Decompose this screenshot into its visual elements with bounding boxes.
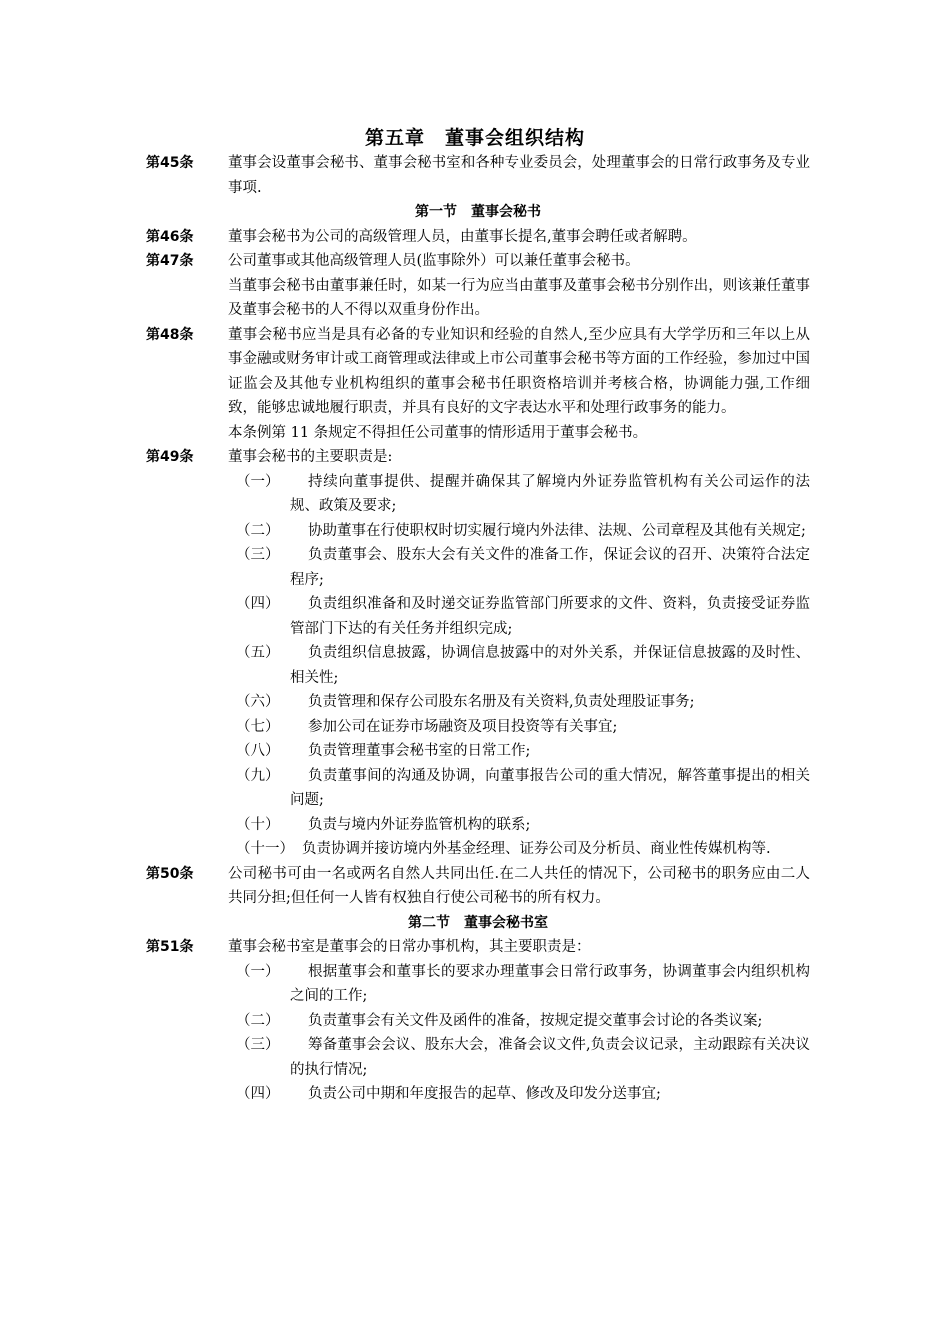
list-item-label: （一）	[236, 473, 280, 490]
article-47	[146, 249, 810, 274]
article-text: 公司董事或其他高级管理人员(监事除外）可以兼任董事会秘书。	[228, 253, 640, 269]
list-item-label: （九）	[236, 767, 280, 784]
list-item	[236, 739, 810, 764]
article-text: 董事会秘书的主要职责是:	[228, 449, 393, 465]
list-item-text: 负责董事会、股东大会有关文件的准备工作，保证会议的召开、决策符合法定程序;	[290, 547, 810, 588]
article-label: 第47条	[146, 253, 194, 269]
list-item-text: 协助董事在行使职权时切实履行境内外法律、法规、公司章程及其他有关规定;	[308, 522, 806, 539]
list-item-label: （五）	[236, 645, 280, 661]
article-label: 第48条	[146, 326, 194, 343]
list-item-label: （十）	[236, 816, 280, 833]
list-item-label: （一）	[236, 963, 280, 980]
article-text: 董事会秘书为公司的高级管理人员，由董事长提名,董事会聘任或者解聘。	[228, 228, 697, 245]
article-45	[146, 151, 810, 200]
list-item-label: （八）	[236, 743, 280, 759]
article-text: 董事会秘书应当是具有必备的专业知识和经验的自然人,至少应具有大学学历和三年以上从事金融或财务审计或工商管理或法律或上市公司董事会秘书等方面的工作经验，参加过中国证监会及其他专业机构组织的董事会秘书任职资格培训并考核合格，协调能力强,工作细致，能够忠诚地履行职责，并具有良好的文字表达水平和处理行政事务的能力。	[228, 326, 810, 416]
section-title-2: 第二节 董事会秘书室	[408, 914, 548, 931]
article-paragraph: 当董事会秘书由董事兼任时，如某一行为应当由董事及董事会秘书分别作出，则该兼任董事及董事会秘书的人不得以双重身份作出。	[228, 277, 810, 318]
list-item-text: 负责董事会有关文件及函件的准备，按规定提交董事会讨论的各类议案;	[308, 1012, 763, 1029]
article-48	[146, 323, 810, 421]
list-item	[236, 543, 810, 592]
list-item	[236, 813, 810, 838]
list-item-text: 负责组织准备和及时递交证券监管部门所要求的文件、资料，负责接受证券监管部门下达的有关任务并组织完成;	[290, 596, 810, 637]
list-item	[236, 690, 810, 715]
list-item-label: （二）	[236, 522, 280, 539]
article-label: 第50条	[146, 865, 194, 882]
article-text: 公司秘书可由一名或两名自然人共同出任.在二人共任的情况下，公司秘书的职务应由二人共同分担;但任何一人皆有权独自行使公司秘书的所有权力。	[228, 865, 810, 906]
list-item	[236, 1033, 810, 1082]
list-item-label: （十一）	[236, 841, 294, 857]
article-text: 董事会设董事会秘书、董事会秘书室和各种专业委员会，处理董事会的日常行政事务及专业事项.	[228, 155, 810, 196]
article-label: 第46条	[146, 228, 194, 245]
article-label: 第49条	[146, 449, 194, 465]
list-item-text: 负责董事间的沟通及协调，向董事报告公司的重大情况，解答董事提出的相关问题;	[290, 767, 810, 808]
list-item-text: 持续向董事提供、提醒并确保其了解境内外证券监管机构有关公司运作的法规、政策及要求;	[290, 473, 810, 514]
list-item-text: 负责协调并接访境内外基金经理、证券公司及分析员、商业性传媒机构等.	[302, 841, 771, 857]
list-item-text: 根据董事会和董事长的要求办理董事会日常行政事务，协调董事会内组织机构之间的工作;	[290, 963, 810, 1004]
list-item-label: （三）	[236, 1037, 280, 1053]
article-51-items	[146, 960, 810, 1107]
list-item-label: （二）	[236, 1012, 280, 1029]
list-item	[236, 641, 810, 690]
list-item-text: 负责管理董事会秘书室的日常工作;	[308, 743, 531, 759]
list-item	[236, 960, 810, 1009]
document-body	[146, 151, 810, 1107]
list-item	[236, 470, 810, 519]
article-50	[146, 862, 810, 911]
article-label: 第51条	[146, 939, 194, 955]
article-49	[146, 445, 810, 470]
article-51	[146, 935, 810, 960]
list-item-text: 负责管理和保存公司股东名册及有关资料,负责处理股证事务;	[308, 694, 695, 710]
list-item	[236, 837, 810, 862]
list-item-text: 负责公司中期和年度报告的起草、修改及印发分送事宜;	[308, 1086, 661, 1102]
list-item-label: （七）	[236, 718, 280, 735]
list-item-text: 筹备董事会会议、股东大会，准备会议文件,负责会议记录，主动跟踪有关决议的执行情况;	[290, 1037, 810, 1078]
article-label: 第45条	[146, 155, 194, 171]
list-item-text: 负责与境内外证券监管机构的联系;	[308, 816, 531, 833]
list-item-text: 负责组织信息披露，协调信息披露中的对外关系，并保证信息披露的及时性、相关性;	[290, 645, 810, 686]
list-item	[236, 764, 810, 813]
list-item-label: （四）	[236, 1086, 280, 1102]
article-49-items	[146, 470, 810, 862]
list-item	[236, 1009, 810, 1034]
article-text: 董事会秘书室是董事会的日常办事机构，其主要职责是：	[228, 939, 591, 955]
list-item	[236, 519, 810, 544]
list-item-label: （三）	[236, 547, 280, 563]
list-item-label: （六）	[236, 694, 280, 710]
article-46	[146, 225, 810, 250]
list-item-label: （四）	[236, 596, 280, 612]
list-item	[236, 592, 810, 641]
list-item	[236, 1082, 810, 1107]
section-title-1: 第一节 董事会秘书	[415, 204, 541, 220]
list-item	[236, 715, 810, 740]
article-paragraph: 本条例第 11 条规定不得担任公司董事的情形适用于董事会秘书。	[228, 424, 648, 441]
chapter-title: 第五章 董事会组织结构	[364, 127, 585, 149]
list-item-text: 参加公司在证券市场融资及项目投资等有关事宜;	[308, 718, 618, 735]
